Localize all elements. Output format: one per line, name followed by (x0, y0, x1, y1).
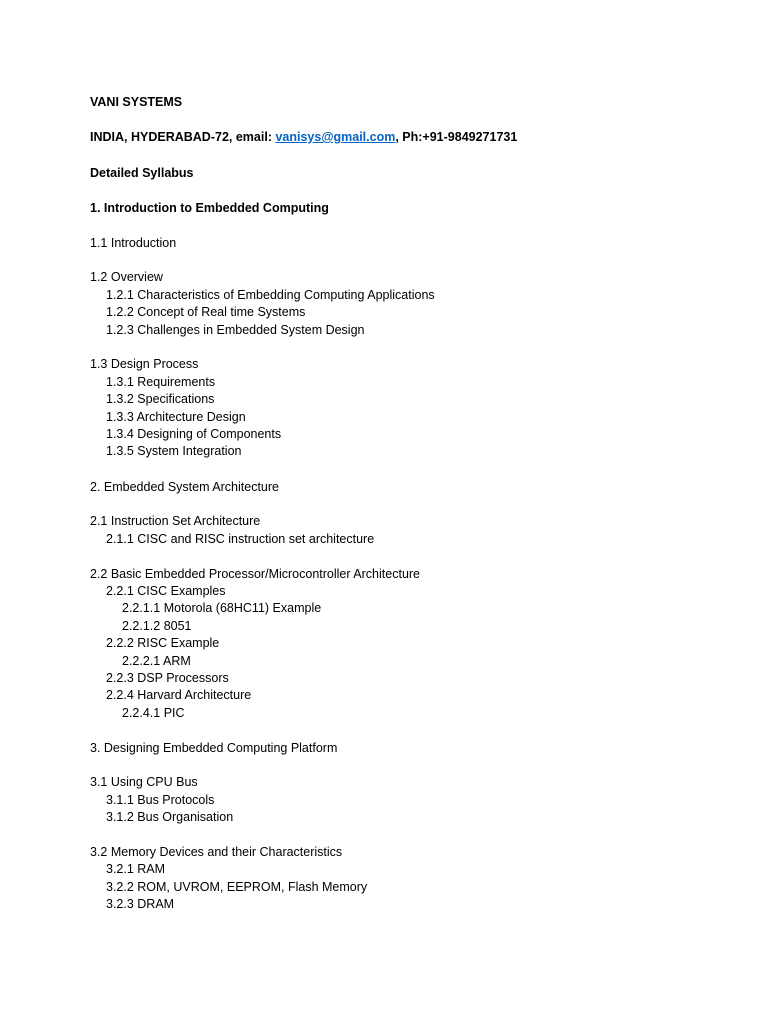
topic: 1.2.3 Challenges in Embedded System Design (106, 323, 365, 337)
contact-line (90, 129, 517, 145)
topic: 1.3.4 Designing of Components (106, 427, 282, 441)
topic: 1.3.1 Requirements (106, 375, 216, 389)
subsection: 1.1 Introduction (90, 236, 177, 250)
topic: 1.3.5 System Integration (106, 444, 242, 458)
subtopic: 2.2.1.1 Motorola (68HC11) Example (122, 601, 322, 615)
topic: 3.2.1 RAM (106, 862, 166, 876)
topic: 1.2.2 Concept of Real time Systems (106, 305, 306, 319)
email-link[interactable]: vanisys@gmail.com (275, 130, 396, 144)
topic: 1.2.1 Characteristics of Embedding Computing Applications (106, 288, 435, 302)
address-text: INDIA, HYDERABAD-72, email: (90, 130, 276, 144)
subsection: 2.1 Instruction Set Architecture (90, 514, 261, 528)
subtopic: 2.2.4.1 PIC (122, 706, 185, 720)
subtopic: 2.2.1.2 8051 (122, 619, 192, 633)
topic: 3.1.2 Bus Organisation (106, 810, 234, 824)
subsection: 1.2 Overview (90, 270, 163, 284)
document-title: Detailed Syllabus (90, 166, 194, 180)
topic: 2.2.3 DSP Processors (106, 671, 229, 685)
section-heading: 2. Embedded System Architecture (90, 480, 279, 494)
subsection: 1.3 Design Process (90, 357, 199, 371)
subtopic: 2.2.2.1 ARM (122, 654, 191, 668)
topic: 1.3.2 Specifications (106, 392, 215, 406)
subsection: 3.2 Memory Devices and their Characteristics (90, 845, 343, 859)
topic: 2.1.1 CISC and RISC instruction set architecture (106, 532, 375, 546)
topic: 3.2.2 ROM, UVROM, EEPROM, Flash Memory (106, 880, 368, 894)
topic: 3.1.1 Bus Protocols (106, 793, 215, 807)
section-heading: 3. Designing Embedded Computing Platform (90, 741, 338, 755)
topic: 2.2.1 CISC Examples (106, 584, 226, 598)
topic: 1.3.3 Architecture Design (106, 410, 246, 424)
company-name: VANI SYSTEMS (90, 95, 183, 109)
subsection: 2.2 Basic Embedded Processor/Microcontroller Architecture (90, 567, 421, 581)
topic: 2.2.2 RISC Example (106, 636, 220, 650)
topic: 3.2.3 DRAM (106, 897, 175, 911)
phone-text: , Ph:+91-9849271731 (395, 130, 518, 144)
section-heading: 1. Introduction to Embedded Computing (90, 201, 329, 215)
subsection: 3.1 Using CPU Bus (90, 775, 198, 789)
topic: 2.2.4 Harvard Architecture (106, 688, 252, 702)
